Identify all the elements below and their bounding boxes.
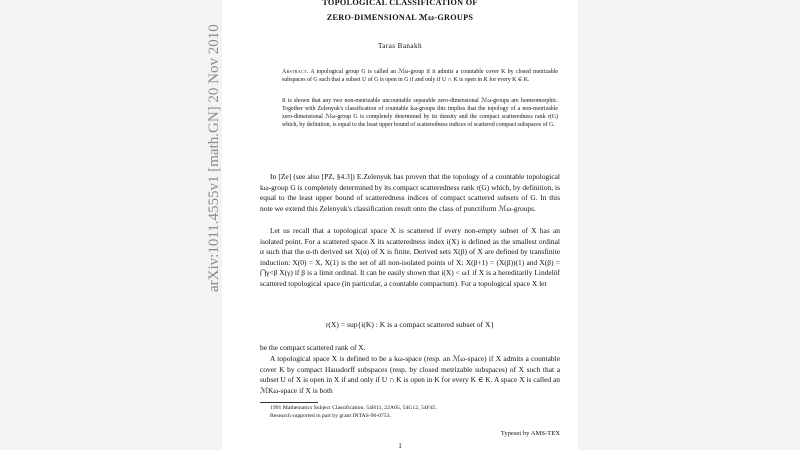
body-paragraph-4: A topological space X is defined to be a kω-space (resp. an ℳω-space) if X admits a countable cover K by compact Hausdorff subspaces (resp. by closed metrizable subspaces) of X such that a subset U of X is open in X if and only if U ∩ K is open in K for every K ∈ K. A space X is called an ℳKω-space if X is both <box>260 354 560 395</box>
abstract-label: Abstract. <box>282 69 309 75</box>
title-line-1: TOPOLOGICAL CLASSIFICATION OF <box>322 0 478 7</box>
abstract-paragraph-1 <box>282 68 558 84</box>
title-line-2: ZERO-DIMENSIONAL ℳω-GROUPS <box>326 13 474 22</box>
footnote-grant: Research supported in part by grant INTAS-96-0753. <box>270 413 392 419</box>
display-formula: r(X) = sup{i(K) : K is a compact scattered subset of X} <box>325 320 495 329</box>
abstract-paragraph-2: It is shown that any two non-metrizable uncountable separable zero-dimensional ℳω-groups are homeomorphic. Together with Zelenyuk's classification of countable kω-groups this implies that the topology of a non-metrizable zero-dimensional ℳω-group G is completely determined by its density and the compact scatteredness rank r(G) which, by definition, is equal to the least upper bound of scatteredness indices of scattered compact subspaces of G. <box>282 98 558 129</box>
footnote-divider <box>260 402 318 403</box>
author-name: Taras Banakh <box>377 42 422 50</box>
page-number: 1 <box>398 442 402 450</box>
abstract-text-1: A topological group G is called an ℳω-group if it admits a countable cover K by closed metrizable subspaces of G such that a subset U of G is open in G if and only if U ∩ K is open in K for every K ∈ K. <box>282 69 558 84</box>
paper-page <box>222 0 578 450</box>
body-paragraph-1: In [Ze] (see also [PZ, §4.3]) E.Zelenyuk has proven that the topology of a countable topological kω-group G is completely determined by its compact scatteredness rank r(G) which, by definition, is equal to the least upper bound of scatteredness indices of compact scattered subsets of G. In this note we extend this Zelenyuk's classification result onto the class of punctiform ℳω-groups. <box>260 172 560 213</box>
arxiv-identifier-text: arXiv:1011.4555v1 [math.GN] 20 Nov 2010 <box>206 24 222 292</box>
body-paragraph-2: Let us recall that a topological space X is scattered if every non-empty subset of X has an isolated point. For a scattered space X its scatteredness index i(X) is defined as the smallest ordinal α such that the α-th derived set X(α) of X is finite. Derived sets X(β) of X are defined by transfinite induction: X(0) = X, X(1) is the set of all non-isolated points of X; X(β+1) = (X(β))(1) and X(β) = ⋂γ<β X(γ) if β is a limit ordinal. It can be easily shown that i(X) < ω1 if X is a hereditarily Lindelöf scattered topological space (in particular, a countable compactum). For a topological space X let <box>260 226 560 288</box>
typeset-note: Typeset by AMS-TEX <box>500 430 560 437</box>
footnote-classification: 1991 Mathematics Subject Classification. 54H11, 22A05, 54G12, 54F45. <box>270 405 437 411</box>
body-paragraph-3: be the compact scattered rank of X. <box>260 343 366 352</box>
